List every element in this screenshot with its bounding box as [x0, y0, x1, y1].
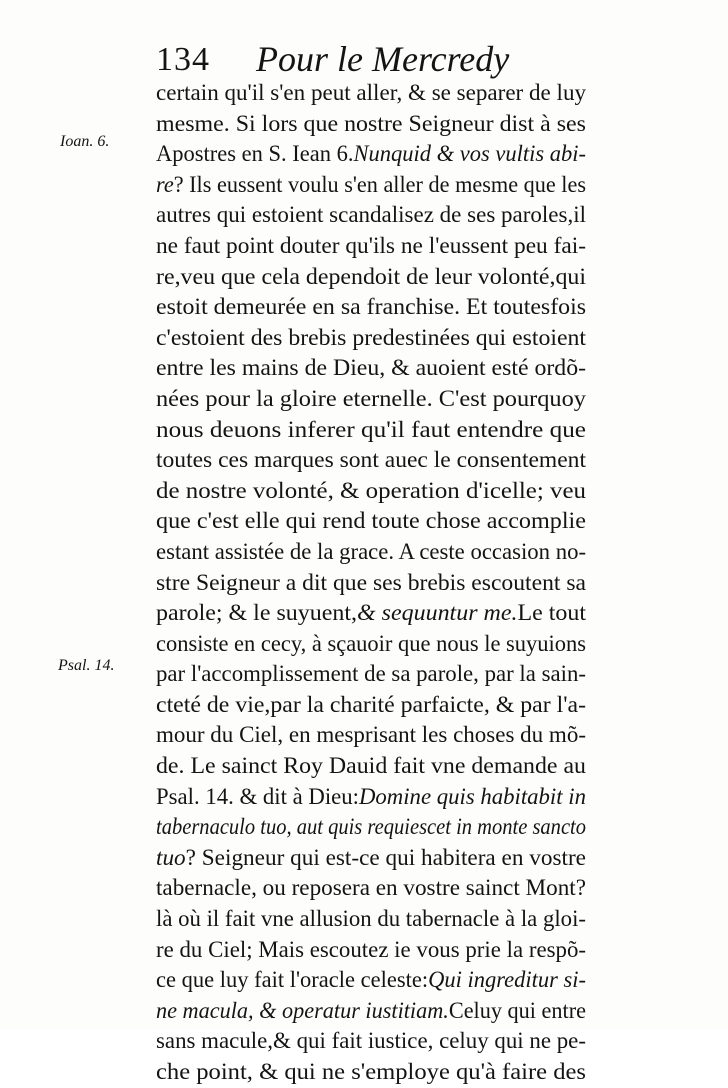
latin-quotation: re: [156, 171, 174, 198]
text-line-content: [156, 445, 586, 476]
text-line: [156, 200, 586, 231]
latin-quotation: tuo: [156, 844, 186, 871]
latin-quotation: Domine quis habitabit in: [358, 783, 586, 810]
text-line-content: [156, 139, 586, 170]
text-line: [156, 996, 586, 1027]
text-line: [156, 1026, 586, 1057]
text-segment: Apostres en S. Iean 6.: [156, 141, 354, 168]
text-line-content: [156, 996, 586, 1027]
text-line: [156, 537, 586, 568]
latin-quotation: Nunquid & vos vultis abi-: [353, 141, 587, 168]
text-segment: re,veu que cela dependoit de leur volonté,qui: [156, 263, 586, 290]
text-line: [156, 843, 586, 874]
text-segment: consiste en cecy, à sçauoir que nous le suyuions: [156, 630, 587, 657]
text-segment: de nostre volonté, & operation d'icelle; veu: [156, 477, 586, 504]
text-line-content: [156, 1026, 586, 1057]
text-line-content: [156, 109, 586, 140]
text-segment: mesme. Si lors que nostre Seigneur dist à ses: [156, 110, 586, 137]
text-line-content: [156, 782, 586, 813]
text-line-content: [156, 812, 586, 843]
text-line-content: [156, 965, 586, 996]
text-segment: ? Seigneur qui est-ce qui habitera en vostre: [185, 844, 586, 871]
text-segment: sans macule,& qui fait iustice, celuy qui ne pe-: [156, 1028, 586, 1055]
text-line: [156, 782, 586, 813]
text-segment: parole; & le suyuent,: [156, 600, 358, 627]
text-line: [156, 78, 586, 109]
text-segment: ce que luy fait l'oracle celeste:: [156, 967, 429, 994]
text-line-content: [156, 231, 586, 262]
text-segment: nées pour la gloire eternelle. C'est pourquoy: [156, 385, 586, 412]
text-line: [156, 751, 586, 782]
text-line: [156, 415, 586, 446]
text-line: [156, 1057, 586, 1088]
text-line-content: [156, 843, 586, 874]
text-line-content: [156, 935, 586, 966]
page-number: 134: [156, 41, 210, 78]
text-segment: cteté de vie,par la charité parfaicte, & par l'a-: [156, 691, 587, 718]
text-line: [156, 231, 586, 262]
text-line: [156, 812, 586, 843]
text-line: [156, 568, 586, 599]
text-segment: certain qu'il s'en peut aller, & se separer de luy: [156, 80, 587, 106]
text-line: [156, 139, 586, 170]
text-line-content: [156, 506, 586, 537]
text-segment: que c'est elle qui rend toute chose accomplie: [156, 508, 586, 535]
text-segment: re du Ciel; Mais escoutez ie vous prie la respõ-: [156, 936, 587, 963]
text-line-content: [156, 537, 586, 568]
text-line-content: [156, 720, 586, 751]
text-line: [156, 659, 586, 690]
text-line-content: [156, 873, 586, 904]
text-line-content: [156, 323, 586, 354]
text-line-content: [156, 262, 586, 293]
text-segment: stre Seigneur a dit que ses brebis escoutent sa: [156, 569, 586, 596]
margin-note-psal: Psal. 14.: [58, 657, 115, 674]
text-line: [156, 720, 586, 751]
text-segment: par l'accomplissement de sa parole, par la sain-: [156, 661, 586, 688]
text-segment: Celuy qui entre: [448, 997, 586, 1024]
text-line: [156, 904, 586, 935]
margin-note-ioan: Ioan. 6.: [60, 133, 110, 150]
text-line: [156, 323, 586, 354]
text-segment: che point, & qui ne s'employe qu'à faire des: [156, 1059, 586, 1085]
text-line-content: [156, 200, 586, 231]
text-line-content: [156, 659, 586, 690]
text-line-content: [156, 751, 586, 782]
text-segment: autres qui estoient scandalisez de ses paroles,il: [156, 202, 587, 229]
text-line: [156, 690, 586, 721]
text-segment: ? Ils eussent voulu s'en aller de mesme que les: [173, 171, 587, 198]
text-segment: toutes ces marques sont auec le consentement: [156, 447, 586, 474]
text-line: [156, 476, 586, 507]
running-title: Pour le Mercredy: [256, 39, 510, 79]
text-line-content: [156, 415, 586, 446]
text-line: [156, 384, 586, 415]
latin-quotation: ne macula, & operatur iustitiam.: [156, 997, 449, 1024]
text-line: [156, 170, 586, 201]
text-segment: c'estoient des brebis predestinées qui estoient: [156, 324, 587, 351]
latin-quotation: tabernaculo tuo, aut quis requiescet in monte sancto: [156, 814, 587, 841]
text-line-content: [156, 78, 586, 109]
text-segment: ne faut point douter qu'ils ne l'eussent peu fai-: [156, 232, 586, 259]
text-line-content: [156, 904, 586, 935]
text-segment: nous deuons inferer qu'il faut entendre que: [156, 416, 586, 443]
text-line-content: [156, 292, 586, 323]
text-line-content: [156, 170, 586, 201]
text-line: [156, 965, 586, 996]
text-segment: entre les mains de Dieu, & auoient esté ordõ-: [156, 355, 587, 382]
text-line-content: [156, 353, 586, 384]
text-line-content: [156, 690, 586, 721]
latin-quotation: & sequuntur me.: [357, 600, 518, 627]
text-segment: Le tout: [517, 600, 587, 627]
text-segment: Psal. 14. & dit à Dieu:: [156, 783, 359, 810]
text-segment: estant assistée de la grace. A ceste occasion no-: [156, 538, 587, 565]
text-line-content: [156, 384, 586, 415]
text-line-content: [156, 476, 586, 507]
body-text: [156, 78, 586, 1088]
text-line-content: [156, 1057, 586, 1088]
latin-quotation: Qui ingreditur si-: [428, 967, 587, 994]
text-line: [156, 506, 586, 537]
text-line-content: [156, 568, 586, 599]
text-segment: là où il fait vne allusion du tabernacle à la gloi-: [156, 906, 586, 933]
text-segment: tabernacle, ou reposera en vostre sainct Mont?: [156, 875, 586, 902]
text-line: [156, 873, 586, 904]
text-line: [156, 292, 586, 323]
text-segment: mour du Ciel, en mesprisant les choses du mõ-: [156, 722, 586, 749]
text-line: [156, 262, 586, 293]
text-line: [156, 353, 586, 384]
text-line: [156, 445, 586, 476]
text-line: [156, 935, 586, 966]
text-line: [156, 109, 586, 140]
text-line: [156, 598, 586, 629]
text-segment: estoit demeurée en sa franchise. Et toutesfois: [156, 294, 586, 321]
text-line: [156, 629, 586, 660]
text-line-content: [156, 598, 586, 629]
text-segment: de. Le sainct Roy Dauid fait vne demande au: [156, 753, 586, 780]
text-line-content: [156, 629, 586, 660]
